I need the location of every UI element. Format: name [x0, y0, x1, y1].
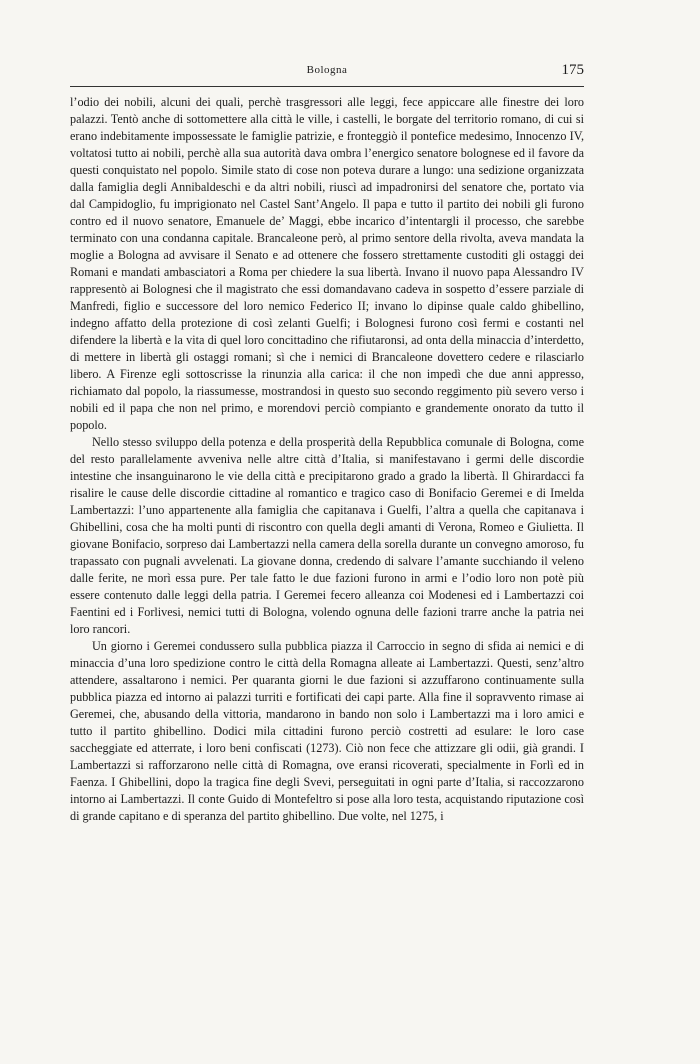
- paragraph-1: l’odio dei nobili, alcuni dei quali, perchè trasgressori alle leggi, fece appiccare alle finestre dei loro palazzi. Tentò anche di sottomettere alla città le ville, i castelli, le borgate del territorio romano, di cui si erano indebitamente impossessate le famiglie patrizie, e fronteggiò il pontefice medesimo, Innocenzo IV, voltatosi tutto ai nobili, perchè alla sua autorità dava ombra l’energico senatore bolognese ed il favore da questi conquistato nel popolo. Simile stato di cose non poteva durare a lungo: una sedizione organizzata dalla famiglia degli Annibaldeschi e da altri nobili, riuscì ad impadronirsi del senatore che, portato via dal Campidoglio, fu imprigionato nel Castel Sant’Angelo. Il papa e tutto il partito dei nobili gli furono contro ed il nuovo senatore, Emanuele de’ Maggi, ebbe incarico d’intentargli il processo, che sarebbe terminato con una condanna capitale. Brancaleone però, al primo sentore della rivolta, aveva mandata la moglie a Bologna ad avvisare il Senato e ad ottenere che fossero strettamente custoditi gli ostaggi dei Romani e mandati ambasciatori a Roma per chiedere la sua libertà. Invano il nuovo papa Alessandro IV rappresentò ai Bolognesi che il magistrato che essi domandavano cadeva in sospetto d’essere parziale di Manfredi, figlio e successore del loro nemico Federico II; invano lo dipinse quale caldo ghibellino, indegno affatto della protezione di così zelanti Guelfi; i Bolognesi furono così fermi e costanti nel difendere la libertà e la vita di quel loro concittadino che rifiutaronsi, ad onta della minaccia d’interdetto, di mettere in libertà gli ostaggi romani; sì che i nemici di Brancaleone dovettero cedere e rilasciarlo libero. A Firenze egli sottoscrisse la rinunzia alla carica: il che non impedì che due anni appresso, richiamato dal popolo, la riassumesse, mostrandosi in questo suo secondo reggimento più severo verso i nobili ed il papa che non nel primo, e morendovi perciò compianto e grandemente onorato da tutto il popolo.: [70, 95, 584, 432]
- header-rule: [70, 86, 584, 87]
- page-header: [70, 62, 584, 84]
- running-title: Bologna: [306, 64, 348, 76]
- page-number: 175: [561, 62, 584, 78]
- body-text: [70, 94, 584, 825]
- paragraph-2: Nello stesso sviluppo della potenza e della prosperità della Repubblica comunale di Bologna, come del resto parallelamente avveniva nelle altre città d’Italia, si manifestavano i germi delle discordie intestine che insanguinarono le vie della città e precipitarono grado a grado la libertà. Il Ghirardacci fa risalire le cause delle discordie cittadine al romantico e tragico caso di Bonifacio Geremei e di Imelda Lambertazzi: l’uno appartenente alla famiglia che capitanava i Guelfi, l’altra a quella che capitanava i Ghibellini, cosa che ha molti punti di riscontro con quella degli amanti di Verona, Romeo e Giulietta. Il giovane Bonifacio, sorpreso dai Lambertazzi nella camera della sorella durante un convegno amoroso, fu trapassato con pugnali avvelenati. La giovane donna, credendo di salvare l’amante succhiando il veleno dalle ferite, ne morì essa pure. Per tale fatto le due fazioni furono in armi e l’odio loro non potè più essere contenuto dalle leggi della patria. I Geremei fecero alleanza coi Modenesi ed i Lambertazzi coi Faentini ed i Forlivesi, nemici tutti di Bologna, volendo ognuna delle fazioni trarre anche la patria nei loro rancori.: [70, 435, 584, 636]
- paragraph-3: Un giorno i Geremei condussero sulla pubblica piazza il Carroccio in segno di sfida ai nemici e di minaccia d’una loro spedizione contro le città della Romagna alleate ai Lambertazzi. Questi, senz’altro attendere, assaltarono i nemici. Per quaranta giorni le due fazioni si azzuffarono continuamente sulla pubblica piazza ed intorno ai palazzi turriti e fortificati dei capi parte. Alla fine il sopravvento rimase ai Geremei, che, abusando della vittoria, mandarono in bando non solo i Lambertazzi ma i loro amici e tutto il partito ghibellino. Dodici mila cittadini furono perciò costretti ad esulare: le loro case saccheggiate ed atterrate, i loro beni confiscati (1273). Ciò non fece che attizzare gli odii, già grandi. I Lambertazzi si rafforzarono nelle città di Romagna, ove eransi ricoverati, specialmente in Forlì ed in Faenza. I Ghibellini, dopo la tragica fine degli Svevi, perseguitati in ogni parte d’Italia, si raccozzarono intorno ai Lambertazzi. Il conte Guido di Montefeltro si pose alla loro testa, acquistando riputazione così di grande capitano e di speranza del partito ghibellino. Due volte, nel 1275, i: [70, 639, 584, 823]
